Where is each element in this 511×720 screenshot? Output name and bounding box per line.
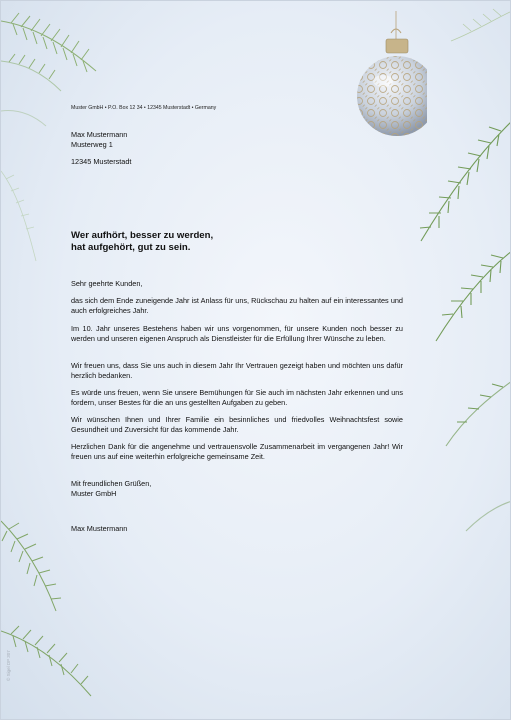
christmas-ornament xyxy=(341,11,427,166)
closing-greeting: Mit freundlichen Grüßen, xyxy=(71,479,152,488)
headline-line-1: Wer aufhört, besser zu werden, xyxy=(71,230,214,241)
side-credit: © Sigel DP 307 xyxy=(6,650,11,681)
paragraph-4: Es würde uns freuen, wenn Sie unsere Bemühungen für Sie auch im nächsten Jahr erkennen und uns fordern, unser Bestes für die an uns gestellten Aufgaben zu geben. xyxy=(71,388,403,407)
pine-branch-bottom-left xyxy=(1,481,111,720)
headline xyxy=(71,230,403,254)
closing-company: Muster GmbH xyxy=(71,489,117,498)
pine-branch-top-left xyxy=(1,1,121,141)
paragraph-5: Wir wünschen Ihnen und Ihrer Familie ein besinnliches und friedvolles Weihnachtsfest sowie Gesundheit und Zuversicht für das kommende Jahr. xyxy=(71,415,403,434)
recipient-street: Musterweg 1 xyxy=(71,140,113,149)
recipient-name: Max Mustermann xyxy=(71,130,128,139)
paragraph-2: Im 10. Jahr unseres Bestehens haben wir uns vorgenommen, für unsere Kunden noch besser zu werden und unseren eigenen Anspruch als Dienstleister für die Erfüllung Ihrer Wünsche zu leben. xyxy=(71,324,403,343)
paragraph-6: Herzlichen Dank für die angenehme und vertrauensvolle Zusammenarbeit im vergangenen Jahr! Wir freuen uns auf eine weiterhin erfolgreiche gemeinsame Zeit. xyxy=(71,442,403,461)
sender-address-line: Muster GmbH • P.O. Box 12 34 • 12345 Musterstadt • Germany xyxy=(71,105,217,111)
headline-line-2: hat aufgehört, gut zu sein. xyxy=(71,242,191,253)
signature-name: Max Mustermann xyxy=(71,524,128,533)
pine-branch-left-faint xyxy=(1,151,61,271)
paragraph-1: das sich dem Ende zuneigende Jahr ist Anlass für uns, Rückschau zu halten auf ein interessantes und auch erfolgreiches Jahr. xyxy=(71,296,403,315)
recipient-city: 12345 Musterstadt xyxy=(71,157,132,166)
paragraph-3: Wir freuen uns, dass Sie uns auch in diesem Jahr Ihr Vertrauen gezeigt haben und möchten uns dafür herzlich bedanken. xyxy=(71,361,403,380)
salutation: Sehr geehrte Kunden, xyxy=(71,279,143,288)
